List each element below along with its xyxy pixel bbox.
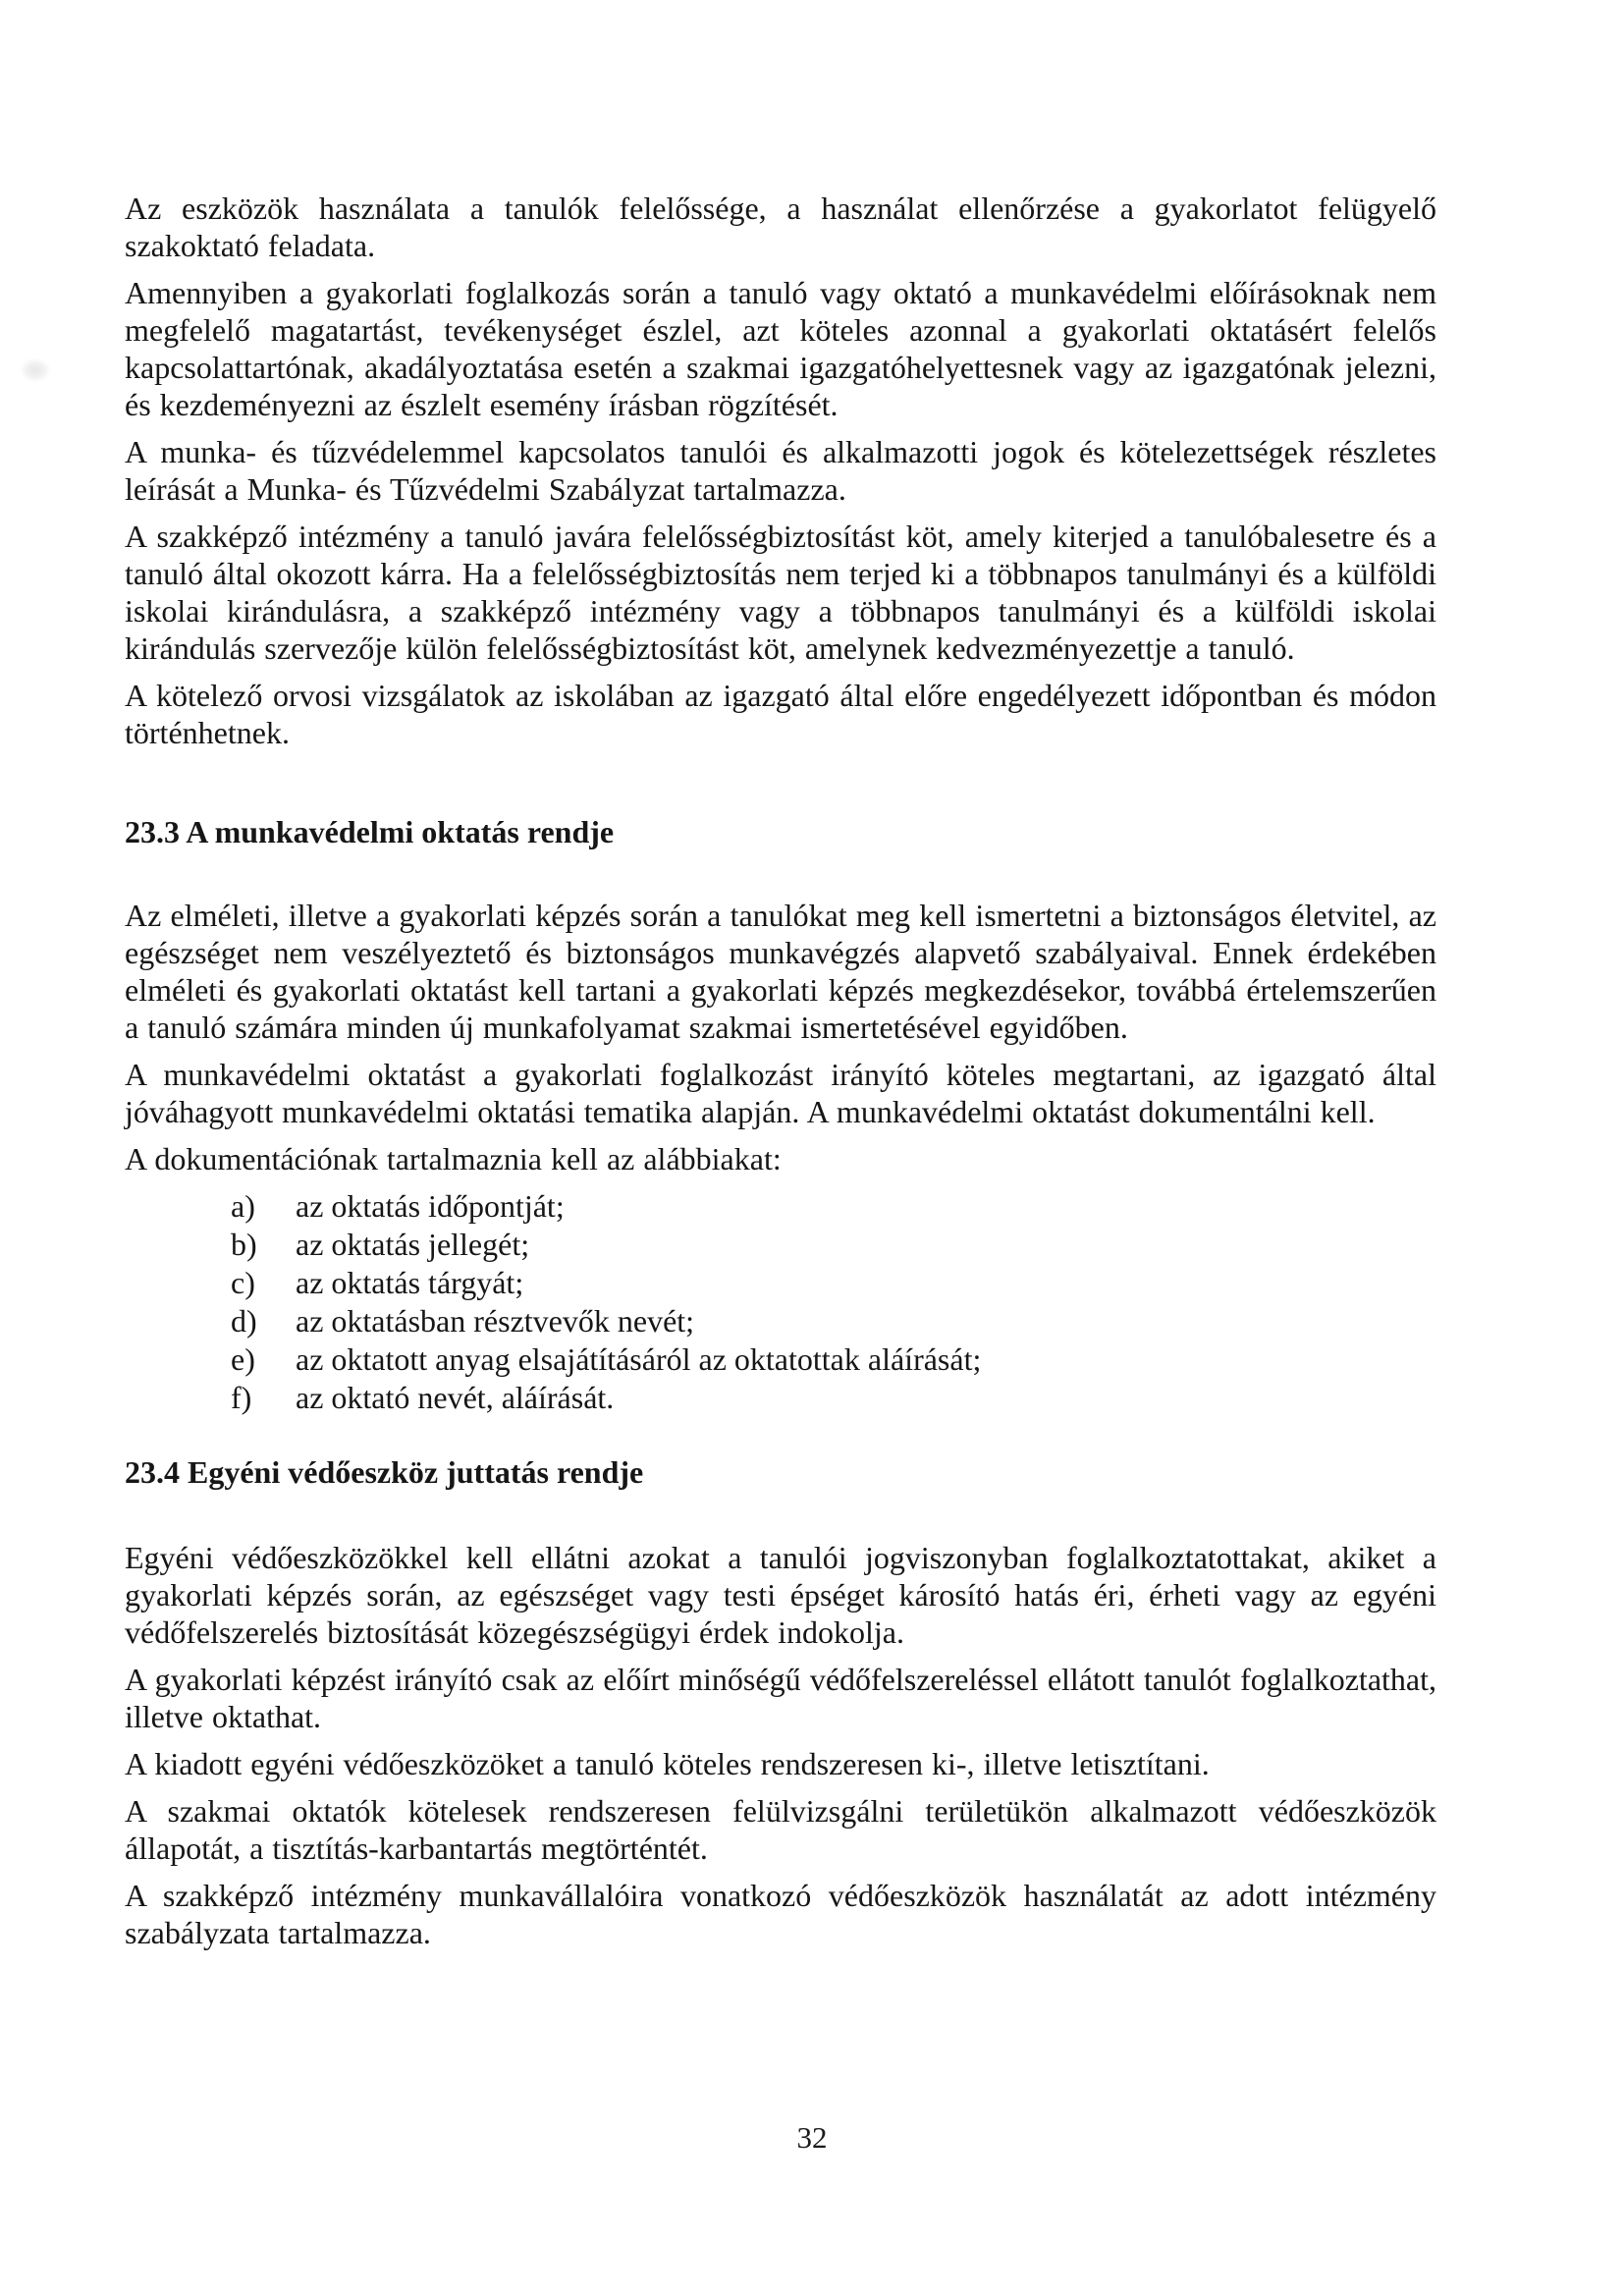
list-item-marker: d) [231, 1303, 257, 1339]
documentation-list [125, 1187, 1436, 1417]
paragraph-documentation-intro: A dokumentációnak tartalmaznia kell az alábbiakat: [125, 1141, 782, 1176]
list-item-text: az oktatott anyag elsajátításáról az oktatottak aláírását; [296, 1341, 982, 1377]
list-item-marker: e) [231, 1341, 255, 1377]
paragraph-ppe-provision: Egyéni védőeszközökkel kell ellátni azokat a tanulói jogviszonyban foglalkoztatottakat, akiket a gyakorlati képzés során, az egészséget vagy testi épséget károsító hatás éri, érheti vagy az egyéni védőfelszerelés biztosítását közegészségügyi érdek indokolja. [125, 1540, 1436, 1650]
list-item [125, 1379, 1436, 1417]
scan-artifact [22, 359, 49, 381]
section-heading-23-4: 23.4 Egyéni védőeszköz juttatás rendje [125, 1454, 644, 1490]
list-item [125, 1340, 1436, 1379]
paragraph-ppe-employee-rules: A szakképző intézmény munkavállalóira vonatkozó védőeszközök használatát az adott intézmény szabályzata tartalmazza. [125, 1878, 1436, 1950]
paragraph-ppe-inspection: A szakmai oktatók kötelesek rendszeresen felülvizsgálni területükön alkalmazott védőeszközök állapotát, a tisztítás-karbantartás megtörténtét. [125, 1793, 1436, 1866]
list-item-text: az oktatás időpontját; [296, 1188, 565, 1224]
list-item [125, 1226, 1436, 1264]
paragraph-liability-insurance: A szakképző intézmény a tanuló javára felelősségbiztosítást köt, amely kiterjed a tanulóbalesetre és a tanuló által okozott kárra. Ha a felelősségbiztosítás nem terjed ki a többnapos tanulmányi és a külföldi iskolai kirándulásra, a szakképző intézmény vagy a többnapos tanulmányi és a külföldi iskolai kirándulás szervezője külön felelősségbiztosítást köt, amelynek kedvezményezettje a tanuló. [125, 519, 1436, 666]
list-item-text: az oktatásban résztvevők nevét; [296, 1303, 695, 1339]
paragraph-fire-safety-rules: A munka- és tűzvédelemmel kapcsolatos tanulói és alkalmazotti jogok és kötelezettségek részletes leírását a Munka- és Tűzvédelmi Szabályzat tartalmazza. [125, 434, 1436, 507]
paragraph-ppe-quality: A gyakorlati képzést irányító csak az előírt minőségű védőfelszereléssel ellátott tanulót foglalkoztathat, illetve oktathat. [125, 1662, 1436, 1734]
paragraph-safety-training: Az elméleti, illetve a gyakorlati képzés során a tanulókat meg kell ismertetni a biztonságos életvitel, az egészséget nem veszélyeztető és biztonságos munkavégzés alapvető szabályaival. Ennek érdekében elméleti és gyakorlati oktatást kell tartani a gyakorlati képzés megkezdésekor, továbbá értelemszerűen a tanuló számára minden új munkafolyamat szakmai ismertetésével egyidőben. [125, 898, 1436, 1045]
list-item [125, 1302, 1436, 1340]
paragraph-ppe-cleaning: A kiadott egyéni védőeszközöket a tanuló köteles rendszeresen ki-, illetve letisztítani. [125, 1746, 1210, 1781]
paragraph-reporting-obligation: Amennyiben a gyakorlati foglalkozás során a tanuló vagy oktató a munkavédelmi előírásoknak nem megfelelő magatartást, tevékenységet észlel, azt köteles azonnal a gyakorlati oktatásért felelős kapcsolattartónak, akadályoztatása esetén a szakmai igazgatóhelyettesnek vagy az igazgatónak jelezni, és kezdeményezni az észlelt esemény írásban rögzítését. [125, 275, 1436, 422]
list-item-text: az oktatás jellegét; [296, 1227, 530, 1262]
paragraph-training-duty: A munkavédelmi oktatást a gyakorlati foglalkozást irányító köteles megtartani, az igazgató által jóváhagyott munkavédelmi oktatási tematika alapján. A munkavédelmi oktatást dokumentálni kell. [125, 1057, 1436, 1129]
page-number: 32 [796, 2120, 828, 2155]
paragraph-equipment-responsibility: Az eszközök használata a tanulók felelőssége, a használat ellenőrzése a gyakorlatot felügyelő szakoktató feladata. [125, 191, 1436, 263]
section-heading-23-3: 23.3 A munkavédelmi oktatás rendje [125, 814, 615, 849]
list-item-text: az oktatás tárgyát; [296, 1265, 524, 1300]
list-item [125, 1264, 1436, 1302]
text-column [125, 190, 1436, 1961]
list-item [125, 1187, 1436, 1226]
list-item-marker: f) [231, 1380, 252, 1415]
list-item-marker: a) [231, 1188, 255, 1224]
paragraph-medical-examinations: A kötelező orvosi vizsgálatok az iskolában az igazgató által előre engedélyezett időpontban és módon történhetnek. [125, 678, 1436, 750]
list-item-marker: c) [231, 1265, 255, 1300]
list-item-marker: b) [231, 1227, 257, 1262]
list-item-text: az oktató nevét, aláírását. [296, 1380, 615, 1415]
